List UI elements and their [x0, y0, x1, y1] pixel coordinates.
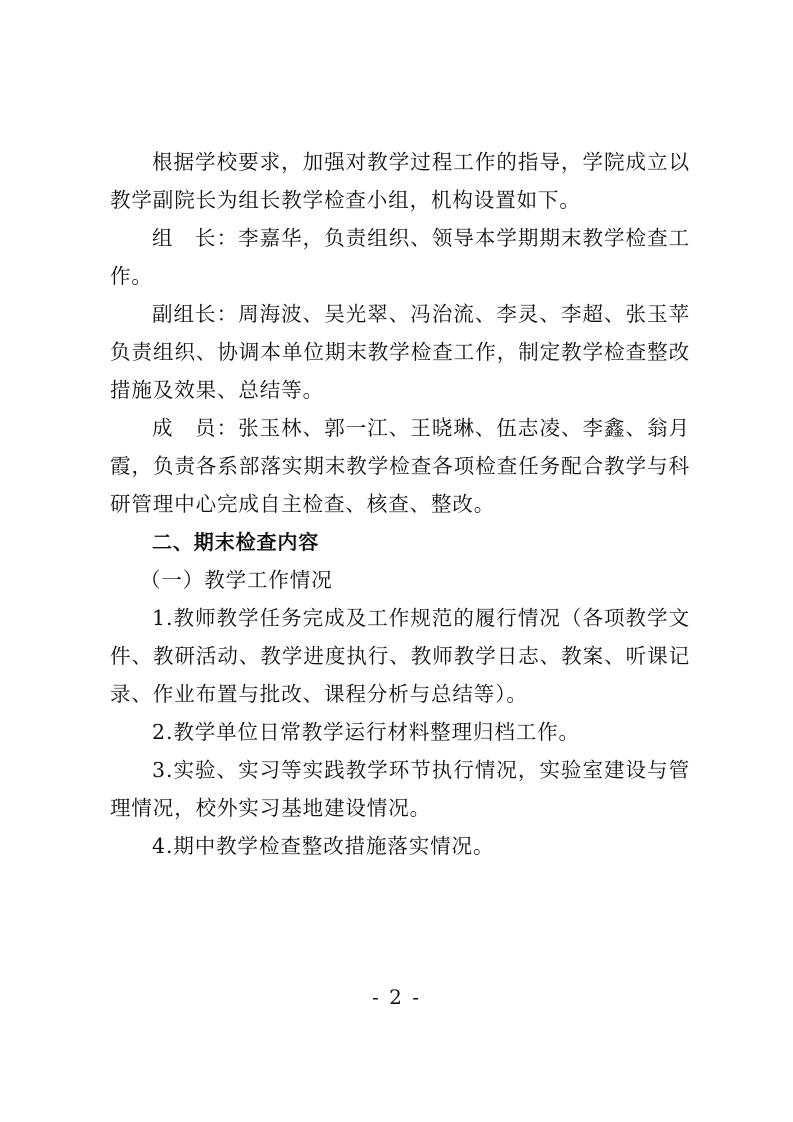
- document-body: [110, 143, 690, 865]
- list-item-2: 2.教学单位日常教学运行材料整理归档工作。: [152, 720, 580, 744]
- list-item-3: 3.实验、实习等实践教学环节执行情况，实验室建设与管理情况，校外实习基地建设情况。: [110, 758, 690, 820]
- paragraph-leader: 组 长：李嘉华，负责组织、领导本学期期末教学检查工作。: [110, 226, 690, 288]
- section-heading: 二、期末检查内容: [152, 530, 320, 554]
- list-item-4: 4.期中教学检查整改措施落实情况。: [152, 834, 495, 858]
- list-item-1: 1.教师教学任务完成及工作规范的履行情况（各项教学文件、教研活动、教学进度执行、教师教学日志、教案、听课记录、作业布置与批改、课程分析与总结等）。: [110, 606, 690, 706]
- paragraph-intro: 根据学校要求，加强对教学过程工作的指导，学院成立以教学副院长为组长教学检查小组，机构设置如下。: [110, 150, 690, 212]
- subsection-heading: （一）教学工作情况: [140, 568, 333, 592]
- paragraph-deputy: 副组长：周海波、吴光翠、冯治流、李灵、李超、张玉苹负责组织、协调本单位期末教学检查工作，制定教学检查整改措施及效果、总结等。: [110, 302, 690, 402]
- page-number: - 2 -: [372, 985, 421, 1009]
- paragraph-members: 成 员：张玉林、郭一江、王晓琳、伍志凌、李鑫、翁月霞，负责各系部落实期末教学检查各项检查任务配合教学与科研管理中心完成自主检查、核查、整改。: [110, 416, 690, 516]
